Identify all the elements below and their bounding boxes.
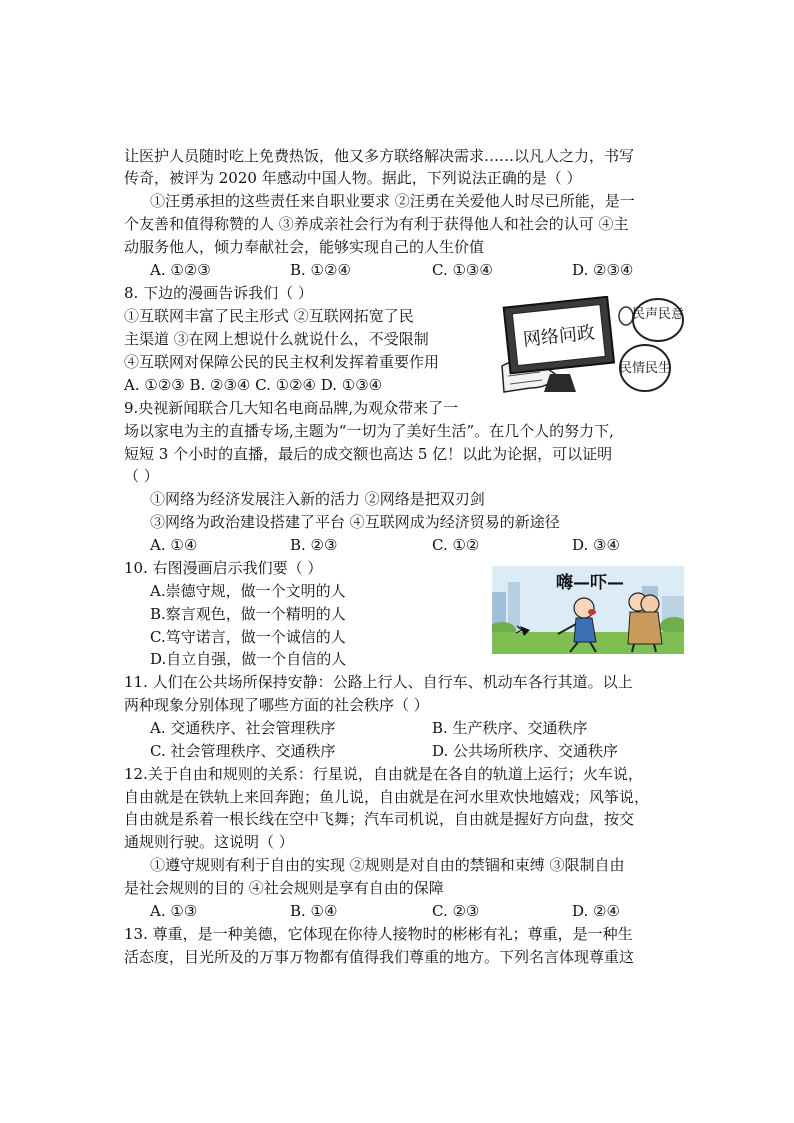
q11-option-b: B. 生产秩序、交通秩序 (432, 719, 588, 737)
q7-line-3: ①汪勇承担的这些责任来自职业要求 ②汪勇在关爱他人时尽已所能，是一 (150, 192, 635, 210)
q11-line-2: 两种现象分别体现了哪些方面的社会秩序（ ） (124, 696, 429, 714)
q10-option-a: A.崇德守规，做一个文明的人 (150, 582, 346, 600)
q13-line-2: 活态度，目光所及的万事万物都有值得我们尊重的地方。下列名言体现尊重这 (124, 948, 635, 966)
q9-line-1: 9.央视新闻联合几大知名电商品牌,为观众带来了一 (124, 399, 459, 417)
q7-option-b: B. ①②④ (290, 261, 351, 279)
q12-option-b: B. ①④ (290, 902, 338, 920)
q8-line-5: A. ①②③ B. ②③④ C. ①②④ D. ①③④ (124, 376, 383, 394)
q7-option-c: C. ①③④ (432, 261, 493, 279)
q10-option-b: B.察言观色，做一个精明的人 (150, 605, 346, 623)
q11-option-a: A. 交通秩序、社会管理秩序 (150, 719, 336, 737)
q12-option-c: C. ②③ (432, 902, 480, 920)
q9-line-3: 短短 3 个小时的直播，最后的成交额也高达 5 亿！以此为论据，可以证明 (124, 445, 613, 463)
q12-line-4: 通规则行驶。这说明（ ） (124, 833, 294, 851)
q9-option-a: A. ①④ (150, 536, 198, 554)
q7-line-5: 动服务他人，倾力奉献社会，能够实现自己的人生价值 (124, 238, 485, 256)
q12-option-a: A. ①③ (150, 902, 198, 920)
q7-option-a: A. ①②③ (150, 261, 211, 279)
bubble-1-text: 民声民意 (631, 307, 685, 322)
q10-line-1: 10. 右图漫画启示我们要（ ） (124, 559, 323, 577)
shout-text: 嗨—吓— (556, 573, 624, 593)
q9-option-b: B. ②③ (290, 536, 338, 554)
q8-line-3: 主渠道 ③在网上想说什么就说什么，不受限制 (124, 330, 429, 348)
q10-option-d: D.自立自强，做一个自信的人 (150, 650, 347, 668)
q8-line-2: ①互联网丰富了民主形式 ②互联网拓宽了民 (124, 307, 414, 325)
q7-option-d: D. ②③④ (572, 261, 634, 279)
q9-line-6: ③网络为政治建设搭建了平台 ④互联网成为经济贸易的新途径 (150, 513, 560, 531)
q12-line-2: 自由就是在铁轨上来回奔跑；鱼儿说，自由就是在河水里欢快地嬉戏；风筝说， (124, 788, 650, 806)
q8-line-1: 8. 下边的漫画告诉我们（ ） (124, 284, 313, 302)
q9-option-c: C. ①② (432, 536, 480, 554)
q11-option-d: D. 公共场所秩序、交通秩序 (432, 742, 619, 760)
svg-text:民情民生 (619, 360, 671, 376)
q9-line-4: （ ） (124, 467, 159, 485)
q7-line-1: 让医护人员随时吃上免费热饭，他又多方联络解决需求……以凡人之力，书写 (124, 147, 635, 165)
q12-line-3: 自由就是系着一根长线在空中飞舞；汽车司机说，自由就是握好方向盘，按交 (124, 810, 635, 828)
q7-line-2: 传奇，被评为 2020 年感动中国人物。据此，下列说法正确的是（ ） (124, 169, 582, 187)
q9-option-d: D. ③④ (572, 536, 620, 554)
q8-line-4: ④互联网对保障公民的民主权利发挥着重要作用 (124, 353, 440, 371)
q13-line-1: 13. 尊重，是一种美德，它体现在你待人接物时的彬彬有礼；尊重，是一种生 (124, 925, 633, 943)
q12-line-6: 是社会规则的目的 ④社会规则是享有自由的保障 (124, 879, 444, 897)
q12-line-5: ①遵守规则有利于自由的实现 ②规则是对自由的禁锢和束缚 ③限制自由 (150, 856, 625, 874)
q11-option-c: C. 社会管理秩序、交通秩序 (150, 742, 336, 760)
shouting-cartoon (492, 566, 684, 654)
q7-line-4: 个友善和值得称赞的人 ③养成亲社会行为有利于获得他人和社会的认可 ④主 (124, 215, 629, 233)
svg-text:民声民意 (632, 307, 684, 322)
q9-line-2: 场以家电为主的直播专场,主题为“一切为了美好生活”。在几个人的努力下, (124, 422, 614, 440)
online-politics-cartoon (500, 296, 686, 398)
q9-line-5: ①网络为经济发展注入新的活力 ②网络是把双刃剑 (150, 490, 485, 508)
bubble-2-text: 民情民生 (618, 361, 672, 376)
q12-line-1: 12.关于自由和规则的关系：行星说，自由就是在各自的轨道上运行；火车说， (124, 765, 643, 783)
monitor-screen-text: 网络问政 (522, 322, 596, 351)
q12-option-d: D. ②④ (572, 902, 620, 920)
q10-option-c: C.笃守诺言，做一个诚信的人 (150, 628, 346, 646)
q11-line-1: 11. 人们在公共场所保持安静：公路上行人、自行车、机动车各行其道。以上 (124, 673, 633, 691)
